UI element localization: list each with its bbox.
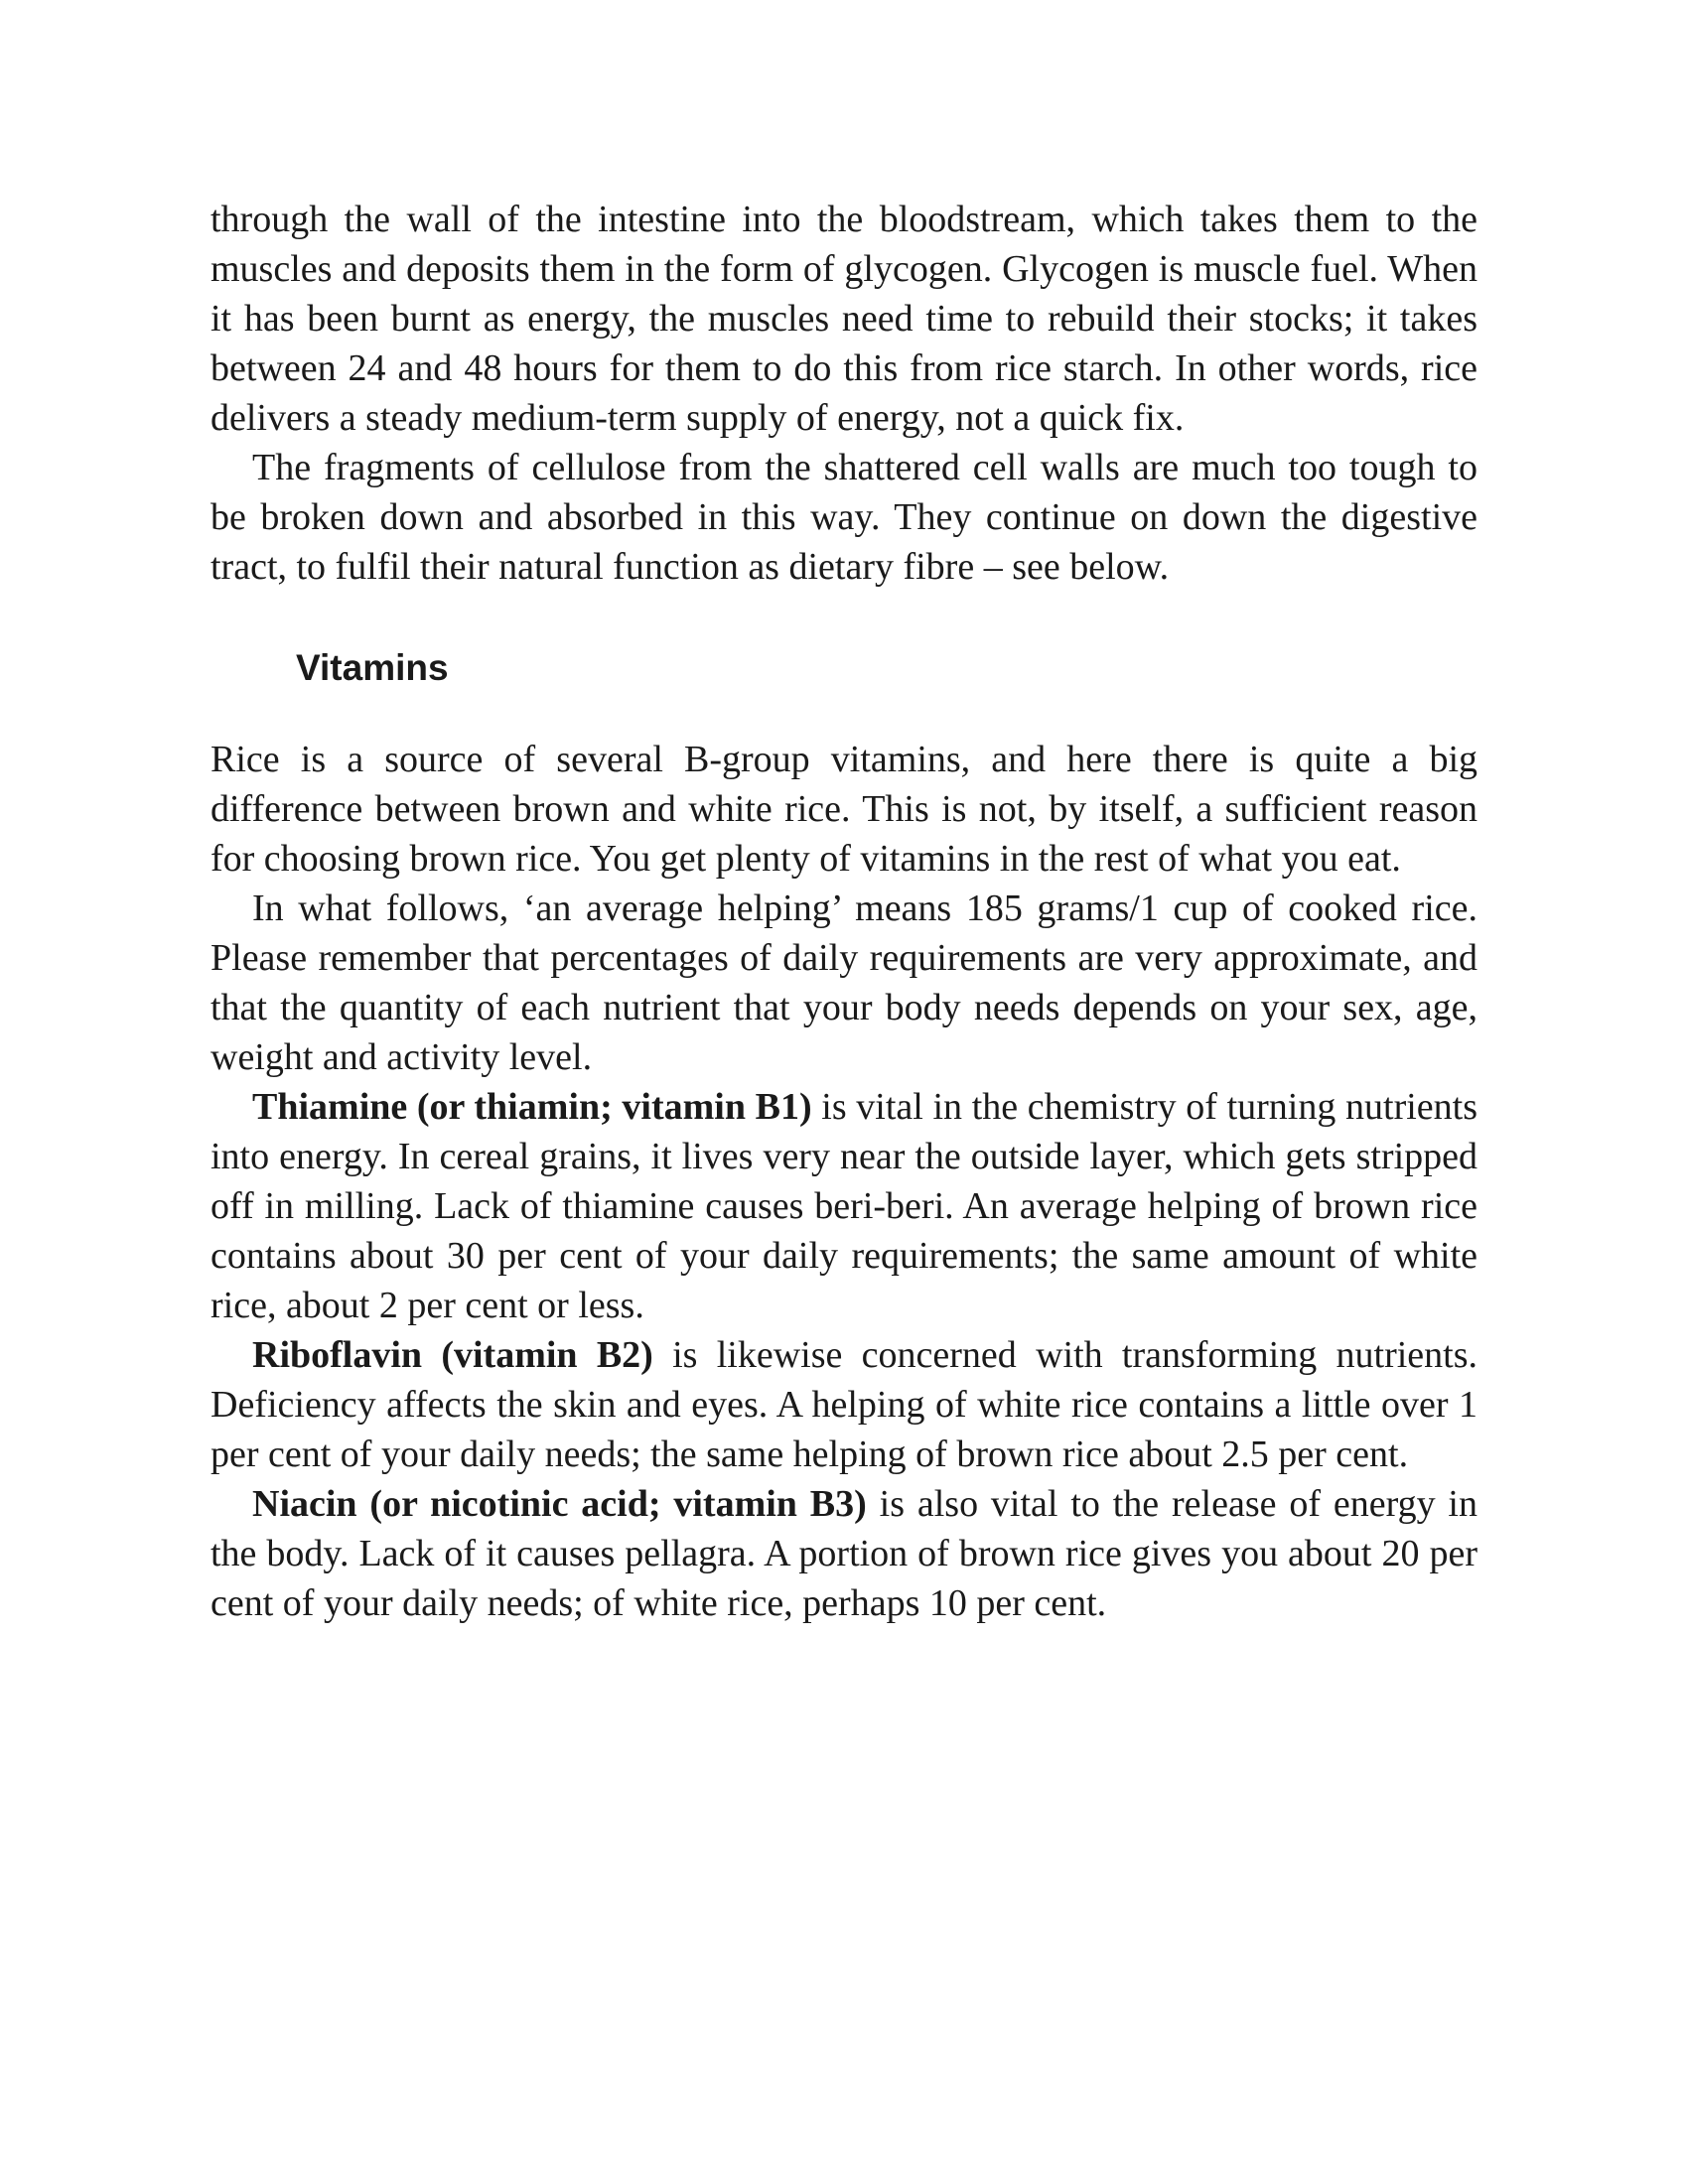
paragraph-riboflavin (211, 1330, 1477, 1479)
term-thiamine: Thiamine (or thiamin; vitamin B1) (252, 1086, 812, 1128)
section-heading-vitamins: Vitamins (296, 647, 449, 688)
paragraph-average-helping: In what follows, ‘an average helping’ means 185 grams/1 cup of cooked rice. Please remember that percentages of daily requirements are very approximate, and that the quantity of each nutrient that your body needs depends on your sex, age, weight and activity level. (211, 887, 1477, 1078)
term-riboflavin: Riboflavin (vitamin B2) (252, 1334, 653, 1376)
paragraph-vitamins-intro: Rice is a source of several B-group vitamins, and here there is quite a big difference between brown and white rice. This is not, by itself, a sufficient reason for choosing brown rice. You get plenty of vitamins in the rest of what you eat. (211, 739, 1477, 880)
page-body (211, 195, 1477, 1628)
text-riboflavin: is likewise concerned with transforming nutrients. Deficiency affects the skin and eyes. A helping of white rice contains a little over 1 per cent of your daily needs; the same helping of brown rice about 2.5 per cent. (211, 1334, 1477, 1475)
paragraph-thiamine (211, 1082, 1477, 1330)
text-thiamine: is vital in the chemistry of turning nutrients into energy. In cereal grains, it lives very near the outside layer, which gets stripped off in milling. Lack of thiamine causes beri-beri. An average helping of brown rice contains about 30 per cent of your daily requirements; the same amount of white rice, about 2 per cent or less. (211, 1086, 1477, 1326)
paragraph-cellulose: The fragments of cellulose from the shattered cell walls are much too tough to be broken down and absorbed in this way. They continue on down the digestive tract, to fulfil their natural function as dietary fibre – see below. (211, 447, 1477, 588)
paragraph-niacin (211, 1479, 1477, 1628)
text-niacin: is also vital to the release of energy in the body. Lack of it causes pellagra. A portion of brown rice gives you about 20 per cent of your daily needs; of white rice, perhaps 10 per cent. (211, 1483, 1477, 1624)
term-niacin: Niacin (or nicotinic acid; vitamin B3) (252, 1483, 867, 1525)
paragraph-glycogen: through the wall of the intestine into the bloodstream, which takes them to the muscles and deposits them in the form of glycogen. Glycogen is muscle fuel. When it has been burnt as energy, the muscles need time to rebuild their stocks; it takes between 24 and 48 hours for them to do this from rice starch. In other words, rice delivers a steady medium-term supply of energy, not a quick fix. (211, 199, 1477, 439)
